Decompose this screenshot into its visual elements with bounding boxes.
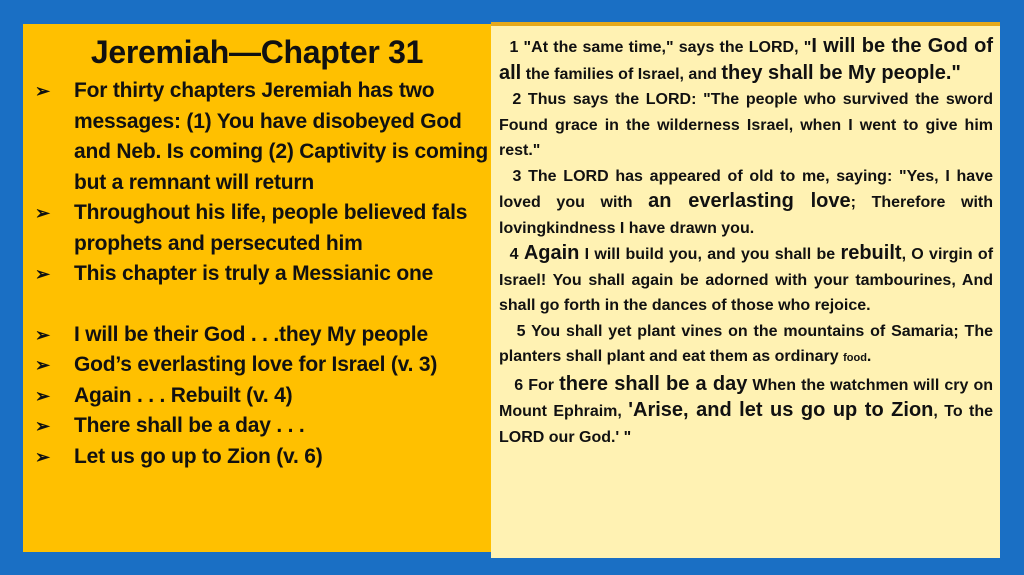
left-panel bbox=[23, 24, 491, 552]
verse-2: 2 Thus says the LORD: "The people who survived the sword Found grace in the wilderness Israel, when I went to give him rest." bbox=[499, 91, 993, 159]
bullet-list bbox=[35, 76, 495, 472]
verse-1: 1 "At the same time," says the LORD, "I will be the God of all the families of Israel, and they shall be My people." bbox=[499, 35, 993, 84]
bullet-item: ➢ Throughout his life, people believed fals prophets and persecuted him bbox=[35, 198, 495, 259]
arrow-bullet-icon: ➢ bbox=[35, 81, 50, 101]
bullet-item: ➢ Let us go up to Zion (v. 6) bbox=[35, 442, 495, 473]
bullet-item: ➢ This chapter is truly a Messianic one bbox=[35, 259, 495, 290]
bullet-item: ➢ There shall be a day . . . bbox=[35, 411, 495, 442]
verse-text bbox=[499, 34, 993, 450]
arrow-bullet-icon: ➢ bbox=[35, 203, 50, 223]
arrow-bullet-icon: ➢ bbox=[35, 416, 50, 436]
bullet-item: ➢ For thirty chapters Jeremiah has two messages: (1) You have disobeyed God and Neb. Is coming (2) Captivity is coming but a remnant will return bbox=[35, 76, 495, 198]
arrow-bullet-icon: ➢ bbox=[35, 324, 50, 345]
bullet-item: ➢ I will be their God . . .they My people bbox=[35, 320, 495, 351]
verse-4: 4 Again I will build you, and you shall be rebuilt, O virgin of Israel! You shall again be adorned with your tambourines, And shall go forth in the dances of those who rejoice. bbox=[499, 242, 994, 314]
verse-6: 6 For there shall be a day When the watchmen will cry on Mount Ephraim, 'Arise, and let us go up to Zion, To the LORD our God.' " bbox=[499, 372, 994, 446]
arrow-bullet-icon: ➢ bbox=[35, 385, 50, 406]
scripture-panel bbox=[491, 22, 1000, 558]
slide-title: Jeremiah—Chapter 31 bbox=[90, 34, 424, 70]
verse-5: 5 You shall yet plant vines on the mountains of Samaria; The planters shall plant and eat them as ordinary food. bbox=[499, 322, 993, 365]
arrow-bullet-icon: ➢ bbox=[35, 264, 50, 284]
arrow-bullet-icon: ➢ bbox=[35, 446, 50, 467]
arrow-bullet-icon: ➢ bbox=[35, 355, 50, 375]
bullet-item: ➢ God’s everlasting love for Israel (v. 3) bbox=[35, 350, 495, 381]
bullet-item: ➢ Again . . . Rebuilt (v. 4) bbox=[35, 381, 495, 412]
verse-3: 3 The LORD has appeared of old to me, saying: "Yes, I have loved you with an everlasting love; Therefore with lovingkindness I have drawn you. bbox=[499, 167, 994, 237]
